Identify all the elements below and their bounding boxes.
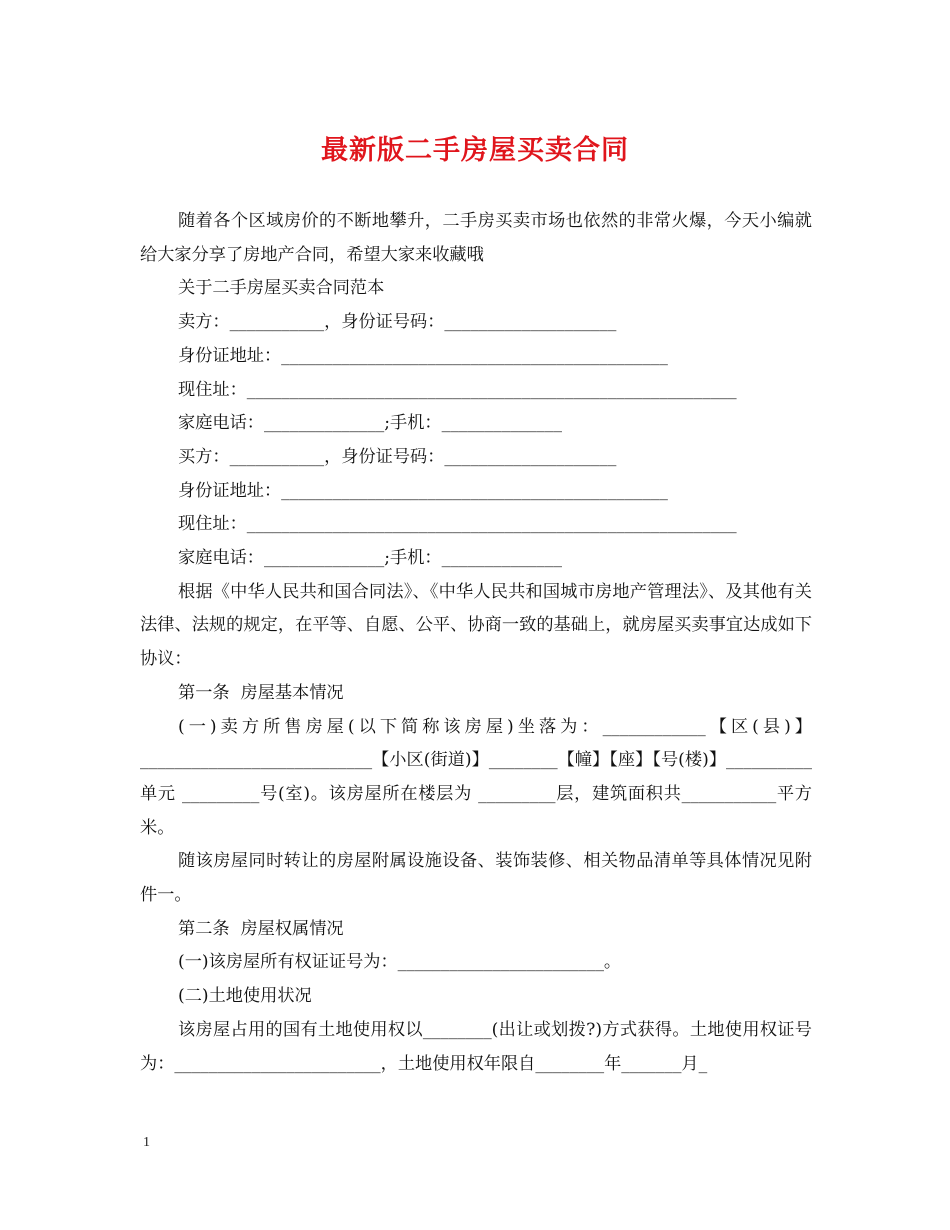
seller-name-line: 卖方：___________，身份证号码：____________________ <box>178 312 617 333</box>
seller-phone-line: 家庭电话：______________;手机：______________ <box>178 413 562 434</box>
article-2-land-use-paragraph: 该房屋占用的国有土地使用权以________(出让或划拨?)方式获得。土地使用权证号为：________________________，土地使用权年限自________年_______月_ <box>140 1019 812 1074</box>
buyer-phone-line: 家庭电话：______________;手机：______________ <box>178 548 562 569</box>
document-body <box>140 205 818 1081</box>
buyer-address-line: 现住址：_________________________________________________________ <box>178 514 737 535</box>
article-1-heading: 第一条 房屋基本情况 <box>178 682 344 703</box>
paragraph-heading: 关于二手房屋买卖合同范本 <box>178 278 385 299</box>
seller-id-address-line: 身份证地址：_____________________________________________ <box>178 345 668 366</box>
buyer-name-line: 买方：___________，身份证号码：____________________ <box>178 446 617 467</box>
article-2-clause-2-heading: (二)土地使用状况 <box>178 986 312 1007</box>
paragraph-intro: 随着各个区域房价的不断地攀升，二手房买卖市场也依然的非常火爆，今天小编就给大家分享了房地产合同，希望大家来收藏哦 <box>140 211 812 265</box>
legal-basis-paragraph: 根据《中华人民共和国合同法》、《中华人民共和国城市房地产管理法》、及其他有关法律、法规的规定，在平等、自愿、公平、协商一致的基础上，就房屋买卖事宜达成如下协议： <box>140 581 812 670</box>
seller-address-line: 现住址：_________________________________________________________ <box>178 379 737 400</box>
article-2-heading: 第二条 房屋权属情况 <box>178 918 344 939</box>
page-number: 1 <box>143 1135 150 1150</box>
buyer-id-address-line: 身份证地址：_____________________________________________ <box>178 480 668 501</box>
article-1-clause-1: (一)卖方所售房屋(以下简称该房屋)坐落为：____________【区(县)】 ___________________________【小区(街道)】________【幢】【座】【号(楼)】__________单元 _________号(室)。该房屋所在楼层为 _________层，建筑面积共___________平方米。 <box>140 716 818 838</box>
article-2-clause-1: (一)该房屋所有权证证号为：________________________。 <box>178 952 622 973</box>
article-1-attachment-note: 随该房屋同时转让的房屋附属设施设备、装饰装修、相关物品清单等具体情况见附件一。 <box>140 851 812 906</box>
document-title: 最新版二手房屋买卖合同 <box>321 135 629 166</box>
